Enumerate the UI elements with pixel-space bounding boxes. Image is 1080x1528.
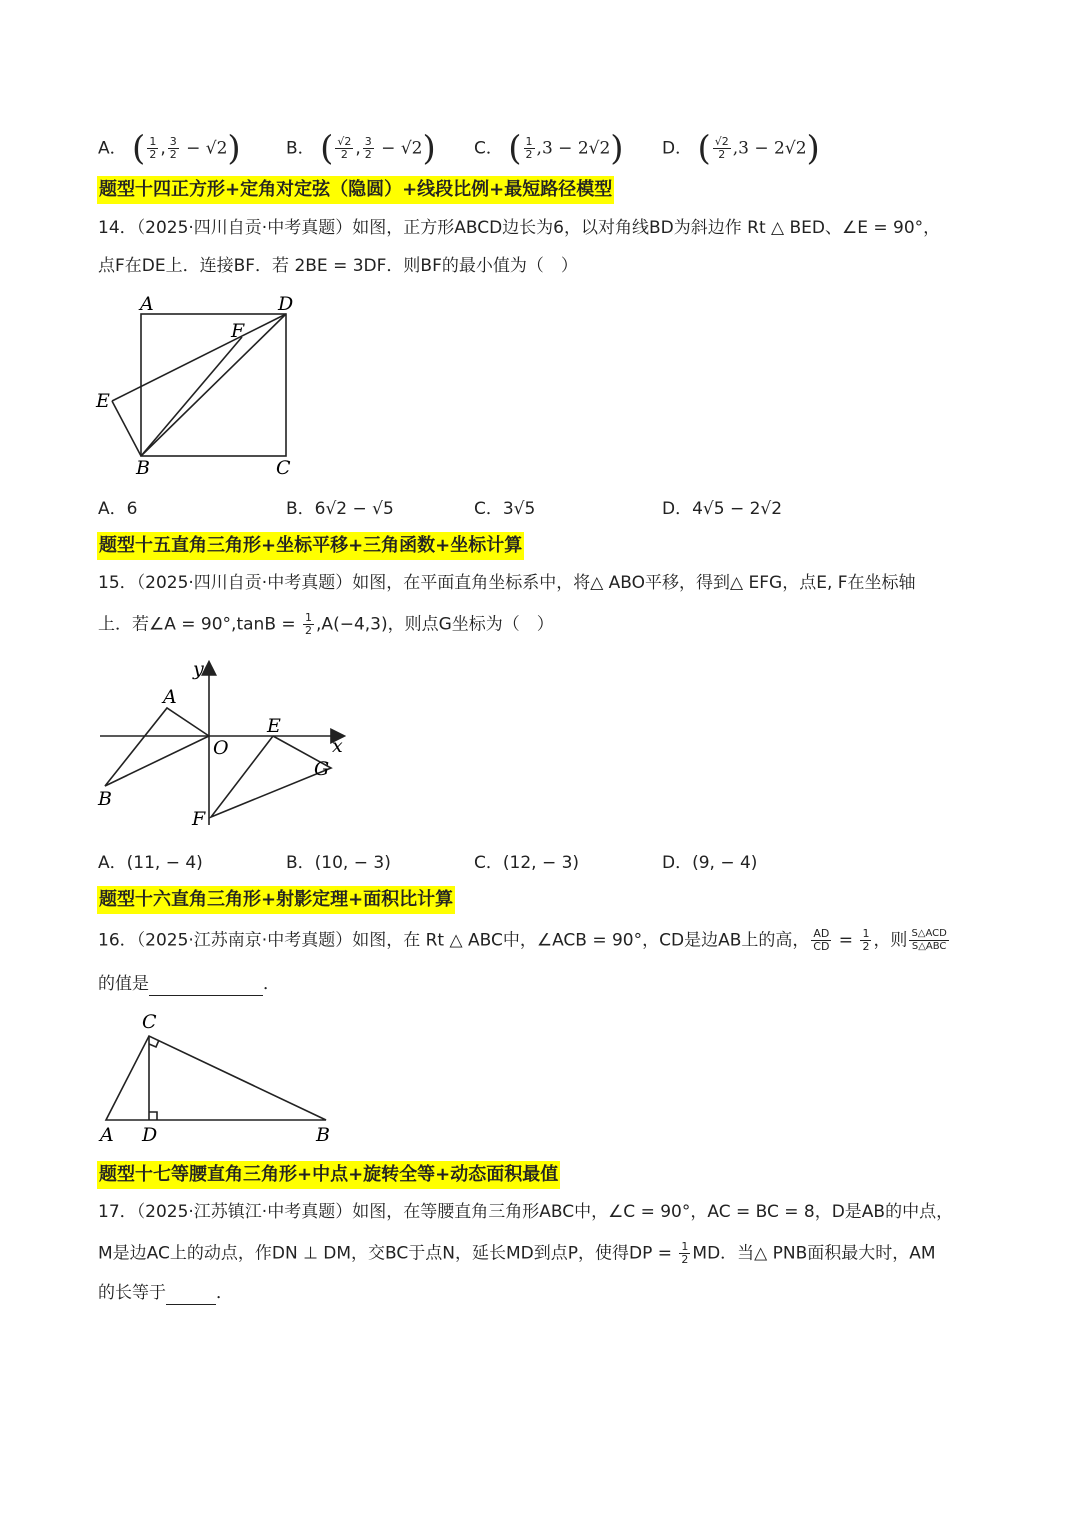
q17-stem-line1: 17．（2025·江苏镇江·中考真题）如图，在等腰直角三角形ABC中，∠C = 90°，AC = BC = 8，D是AB的中点， (98, 1202, 954, 1222)
label-f: F (192, 808, 206, 830)
label-c: C (276, 457, 291, 479)
q14-stem-line1: 14．（2025·四川自贡·中考真题）如图，正方形ABCD边长为6，以对角线BD为斜边作 Rt △ BED、∠E = 90°， (98, 218, 941, 238)
q14-option-d: D．4√5 − 2√2 (662, 499, 783, 519)
q15-coordinate-figure (95, 655, 355, 835)
label-b: B (316, 1124, 330, 1146)
q15-option-a: A．(11, − 4) (98, 853, 203, 873)
label-a: A (100, 1124, 114, 1146)
section-heading-14: 题型十四正方形+定角对定弦（隐圆）+线段比例+最短路径模型 (97, 176, 614, 204)
option-a-label: A． (98, 138, 127, 159)
label-e: E (267, 715, 281, 737)
q17-stem-line2: M是边AC上的动点，作DN ⊥ DM，交BC于点N，延长MD到点P，使得DP = $\frac{1}{2}$ MD．当△ PNB面积最大时，AM (98, 1240, 936, 1266)
label-e: E (96, 390, 110, 412)
answer-blank[interactable] (166, 1286, 216, 1305)
q14-stem-line2: 点F在DE上．连接BF．若 2BE = 3DF．则BF的最小值为（ ） (98, 256, 578, 276)
answer-blank[interactable] (149, 977, 263, 996)
q15-option-c: C．(12, − 3) (474, 853, 580, 873)
q16-triangle-figure (90, 1008, 350, 1148)
label-o: O (213, 737, 229, 759)
section-heading-15: 题型十五直角三角形+坐标平移+三角函数+坐标计算 (97, 532, 524, 560)
label-d: D (278, 293, 294, 315)
label-d: D (142, 1124, 158, 1146)
section-heading-17: 题型十七等腰直角三角形+中点+旋转全等+动态面积最值 (97, 1161, 560, 1189)
q16-stem-line2: 的值是 ． (98, 974, 280, 994)
label-b: B (98, 788, 112, 810)
label-x-axis: x (332, 735, 343, 757)
q13-option-d: D． ( $\frac{√2}{2}$ ,3 − 2√2) (662, 128, 820, 169)
label-c: C (142, 1011, 157, 1033)
label-y-axis: y (193, 658, 204, 680)
label-a: A (140, 293, 154, 315)
fraction: $\frac{3}{2}$ (169, 135, 177, 161)
label-a: A (163, 686, 177, 708)
label-f: F (231, 320, 245, 342)
q14-option-a: A．6 (98, 499, 138, 519)
q17-stem-line3: 的长等于 ． (98, 1283, 233, 1303)
fraction: $\frac{1}{2}$ (149, 135, 157, 161)
q13-option-b: B． ( $\frac{√2}{2}$ , $\frac{3}{2}$ − √2) (286, 128, 436, 169)
q15-stem-line2: 上．若∠A = 90°,tanB = $\frac{1}{2}$ ,A(−4,3)，则点G坐标为（ ） (98, 611, 554, 637)
q14-square-figure (90, 290, 310, 480)
q13-option-c: C． ( $\frac{1}{2}$ ,3 − 2√2) (474, 128, 624, 169)
q16-stem-line1: 16．（2025·江苏南京·中考真题）如图，在 Rt △ ABC中，∠ACB = 90°，CD是边AB上的高， $\frac{AD}{CD}$ = $\frac{1}{2}$ ，则 $\frac{\text{S△ACD}}{\text{S△ABC}}$ (98, 927, 947, 953)
label-b: B (136, 457, 150, 479)
section-heading-16: 题型十六直角三角形+射影定理+面积比计算 (97, 886, 455, 914)
q14-option-c: C．3√5 (474, 499, 536, 519)
q13-option-a: A． ( $\frac{1}{2}$ , $\frac{3}{2}$ − √2) (98, 128, 241, 169)
q15-option-b: B．(10, − 3) (286, 853, 391, 873)
q14-option-b: B．6√2 − √5 (286, 499, 394, 519)
q15-option-d: D．(9, − 4) (662, 853, 758, 873)
q15-stem-line1: 15．（2025·四川自贡·中考真题）如图，在平面直角坐标系中，将△ ABO平移，得到△ EFG，点E, F在坐标轴 (98, 573, 916, 593)
label-g: G (314, 758, 330, 780)
